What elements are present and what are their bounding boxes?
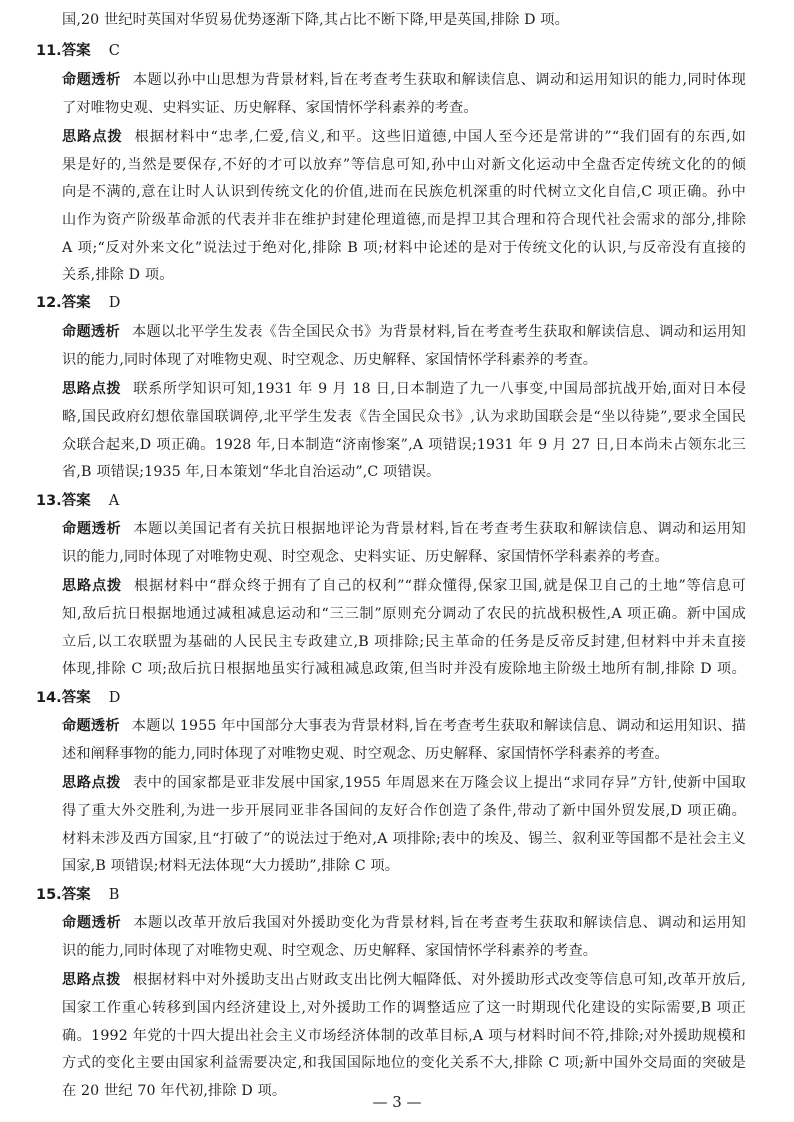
analysis-line: 了对唯物史观、史料实证、历史解释、家国情怀学科素养的考查。 bbox=[62, 99, 478, 116]
guidance-line: 向是不满的,意在让时人认识到传统文化的价值,进而在民族危机深重的时代树立文化自信,C 项正确。孙中 bbox=[62, 184, 746, 201]
guidance-line: A 项;“反对外来文化”说法过于绝对化,排除 B 项;材料中论述的是对于传统文化的认识,与反帝没有直接的 bbox=[62, 239, 746, 256]
guidance-line: 在 20 世纪 70 年代初,排除 D 项。 bbox=[62, 1082, 287, 1099]
page-number: — 3 — bbox=[372, 1093, 422, 1111]
analysis-line: 识的能力,同时体现了对唯物史观、时空观念、史料实证、历史解释、家国情怀学科素养的考查。 bbox=[62, 548, 669, 565]
answer-value: C bbox=[108, 42, 120, 59]
guidance-line: 国家工作重心转移到国内经济建设上,对外援助工作的调整适应了这一时期现代化建设的实际需要,B 项正 bbox=[62, 999, 746, 1016]
continued-text-line: 国,20 世纪时英国对华贸易优势逐渐下降,其占比不断下降,甲是英国,排除 D 项。 bbox=[62, 12, 569, 28]
guidance-label: 思路点拨 bbox=[62, 972, 121, 989]
guidance-line: 方式的变化主要由国家利益需要决定,和我国国际地位的变化关系不大,排除 C 项;新中国外交局面的突破是 bbox=[62, 1055, 746, 1072]
question-15-header bbox=[36, 885, 119, 905]
analysis-line: 命题透析 本题以改革开放后我国对外援助变化为背景材料,旨在考查考生获取和解读信息、调动和运用知 bbox=[62, 915, 746, 932]
guidance-line: 思路点拨 根据材料中对外援助支出占财政支出比例大幅降低、对外援助形式改变等信息可知,改革开放后, bbox=[62, 972, 746, 989]
analysis-label: 命题透析 bbox=[62, 324, 121, 341]
guidance-line: 知,敌后抗日根据地通过减租减息运动和“三三制”原则充分调动了农民的抗战积极性,A 项正确。新中国成 bbox=[62, 605, 746, 622]
guidance-line: 立后,以工农联盟为基础的人民民主专政建立,B 项排除;民主革命的任务是反帝反封建,但材料中并未直接 bbox=[62, 633, 746, 650]
guidance-line: 山作为资产阶级革命派的代表并非在维护封建伦理道德,而是捍卫其合理和符合现代社会需求的部分,排除 bbox=[62, 211, 746, 228]
question-number: 13. bbox=[36, 492, 62, 509]
answer-label: 答案 bbox=[61, 492, 91, 509]
guidance-line: 思路点拨 表中的国家都是亚非发展中国家,1955 年周恩来在万隆会议上提出“求同存异”方针,使新中国取 bbox=[62, 775, 746, 792]
question-12-header bbox=[36, 293, 120, 313]
guidance-line: 思路点拨 联系所学知识可知,1931 年 9 月 18 日,日本制造了九一八事变,中国局部抗战开始,面对日本侵 bbox=[62, 381, 746, 398]
analysis-line: 命题透析 本题以孙中山思想为背景材料,旨在考查考生获取和解读信息、调动和运用知识的能力,同时体现 bbox=[62, 72, 746, 89]
analysis-label: 命题透析 bbox=[62, 72, 121, 89]
guidance-line: 思路点拨 根据材料中“群众终于拥有了自己的权利”“群众懂得,保家卫国,就是保卫自己的土地”等信息可 bbox=[62, 578, 746, 595]
answer-value: A bbox=[108, 492, 120, 509]
guidance-line: 众联合起来,D 项正确。1928 年,日本制造“济南惨案”,A 项错误;1931 年 9 月 27 日,日本尚未占领东北三 bbox=[62, 436, 746, 453]
analysis-label: 命题透析 bbox=[62, 718, 120, 735]
answer-value: D bbox=[108, 689, 121, 706]
analysis-line: 命题透析 本题以 1955 年中国部分大事表为背景材料,旨在考查考生获取和解读信息、调动和运用知识、描 bbox=[62, 718, 746, 735]
guidance-label: 思路点拨 bbox=[62, 775, 122, 792]
guidance-line: 思路点拨 根据材料中“忠孝,仁爱,信义,和平。这些旧道德,中国人至今还是常讲的”“我们固有的东西,如 bbox=[62, 129, 746, 146]
guidance-line: 省,B 项错误;1935 年,日本策划“华北自治运动”,C 项错误。 bbox=[62, 464, 441, 481]
answer-value: B bbox=[108, 886, 120, 903]
answer-label: 答案 bbox=[61, 886, 91, 903]
question-13-header bbox=[36, 491, 119, 511]
answer-label: 答案 bbox=[61, 689, 91, 706]
question-11-header bbox=[36, 41, 120, 61]
guidance-line: 确。1992 年党的十四大提出社会主义市场经济体制的改革目标,A 项与材料时间不符,排除;对外援助规模和 bbox=[62, 1027, 746, 1044]
guidance-line: 得了重大外交胜利,为进一步开展同亚非各国间的友好合作创造了条件,带动了新中国外贸发展,D 项正确。 bbox=[62, 802, 746, 819]
question-number: 14. bbox=[36, 689, 62, 706]
analysis-line: 述和阐释事物的能力,同时体现了对唯物史观、时空观念、历史解释、家国情怀学科素养的考查。 bbox=[62, 745, 669, 762]
question-number: 12. bbox=[36, 294, 62, 311]
analysis-line: 命题透析 本题以美国记者有关抗日根据地评论为背景材料,旨在考查考生获取和解读信息、调动和运用知 bbox=[62, 521, 746, 538]
analysis-line: 识的能力,同时体现了对唯物史观、时空观念、历史解释、家国情怀学科素养的考查。 bbox=[62, 351, 598, 368]
answer-value: D bbox=[108, 294, 121, 311]
guidance-line: 略,国民政府幻想依靠国联调停,北平学生发表《告全国民众书》,认为求助国联会是“坐以待毙”,要求全国民 bbox=[62, 408, 746, 425]
guidance-line: 材料未涉及西方国家,且“打破了”的说法过于绝对,A 项排除;表中的埃及、锡兰、叙利亚等国都不是社会主义 bbox=[62, 830, 746, 847]
question-number: 11. bbox=[36, 42, 62, 59]
guidance-line: 果是好的,当然是要保存,不好的才可以放弃”等信息可知,孙中山对新文化运动中全盘否定传统文化的的倾 bbox=[62, 156, 746, 173]
question-14-header bbox=[36, 688, 120, 708]
analysis-line: 识的能力,同时体现了对唯物史观、时空观念、历史解释、家国情怀学科素养的考查。 bbox=[62, 942, 598, 959]
guidance-line: 关系,排除 D 项。 bbox=[62, 267, 174, 284]
guidance-line: 体现,排除 C 项;敌后抗日根据地虽实行减租减息政策,但当时并没有废除地主阶级土地所有制,排除 D 项。 bbox=[62, 661, 746, 678]
analysis-label: 命题透析 bbox=[62, 521, 122, 538]
answer-label: 答案 bbox=[61, 42, 91, 59]
analysis-label: 命题透析 bbox=[62, 915, 122, 932]
guidance-label: 思路点拨 bbox=[62, 381, 122, 398]
guidance-label: 思路点拨 bbox=[62, 578, 123, 595]
guidance-label: 思路点拨 bbox=[62, 129, 123, 146]
question-number: 15. bbox=[36, 886, 62, 903]
guidance-line: 国家,B 项错误;材料无法体现“大力援助”,排除 C 项。 bbox=[62, 858, 400, 875]
answer-label: 答案 bbox=[61, 294, 91, 311]
analysis-line: 命题透析 本题以北平学生发表《告全国民众书》为背景材料,旨在考查考生获取和解读信息、调动和运用知 bbox=[62, 324, 746, 341]
